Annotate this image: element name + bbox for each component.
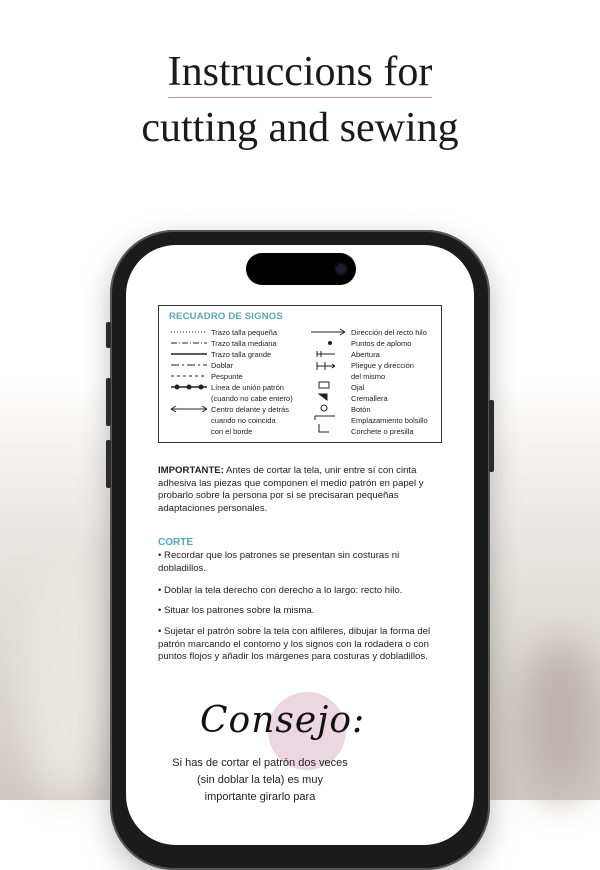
important-label: IMPORTANTE: [158,465,224,476]
hook-icon [319,424,329,432]
legend-item: Puntos de aplomo [351,339,412,348]
legend-item: del mismo [351,372,386,381]
pleat-icon [317,362,335,370]
legend-item: Botón [351,405,371,414]
legend-item: Corchete o presilla [351,427,414,436]
opening-icon [317,351,335,357]
phone-side-button [489,400,494,472]
phone-side-button [106,378,111,426]
corte-item: • Recordar que los patrones se presentan sin costuras ni dobladillos. [158,550,400,574]
legend-item: Ojal [351,383,365,392]
signs-legend-box [158,305,442,443]
legend-item: Trazo talla pequeña [211,328,278,337]
legend-item: Emplazamiento bolsillo [351,416,428,425]
legend-item: con el borde [211,427,253,436]
tip-title: Consejo: [200,700,366,741]
legend-item: cuando no coincida [211,416,276,425]
legend-item: (cuando no cabe entero) [211,394,293,403]
camera-icon [336,264,346,274]
legend-title: RECUADRO DE SIGNOS [169,311,283,322]
section-heading-corte: CORTE [158,537,193,548]
tip-text: Si has de cortar el patrón dos veces (sin doblar la tela) es muy importante girarlo para [172,757,348,803]
legend-item: Dirección del recto hilo [351,328,427,337]
background-shape [20,560,110,800]
legend-item: Línea de unión patrón [211,383,284,392]
balance-dot-icon [329,342,332,345]
important-text: Antes de cortar la tela, unir entre sí con cinta adhesiva las piezas que componen el medio patrón en papel y probarlo sobre la persona por si se precisaran pequeñas adaptaciones personales. [158,465,424,514]
legend-item: Cremallera [351,394,388,403]
background-shape [520,640,600,800]
corte-item: • Sujetar el patrón sobre la tela con alfileres, dibujar la forma del patrón marcando el contorno y los signos con la rodadera o con puntos flojos y añadir los márgenes para costuras y dobladillos. [158,626,431,663]
corte-item: • Situar los patrones sobre la misma. [158,605,315,616]
legend-item: Pliegue y dirección [351,361,414,370]
button-icon [321,405,327,411]
page-headline [0,44,600,156]
legend-item: Abertura [351,350,380,359]
phone-side-button [106,440,111,488]
legend-item: Centro delante y detrás [211,405,289,414]
important-paragraph [158,465,444,515]
legend-item: Pespunte [211,372,243,381]
headline-line-1: Instruccions for [168,47,433,98]
phone-side-button [106,322,111,348]
buttonhole-icon [319,382,329,388]
legend-item: Trazo talla mediana [211,339,277,348]
corte-item: • Doblar la tela derecho con derecho a lo largo: recto hilo. [158,585,403,596]
legend-item: Doblar [211,361,234,370]
headline-line-2: cutting and sewing [141,105,459,151]
pocket-icon [315,416,335,420]
legend-item: Trazo talla grande [211,350,272,359]
zipper-icon [319,394,327,400]
